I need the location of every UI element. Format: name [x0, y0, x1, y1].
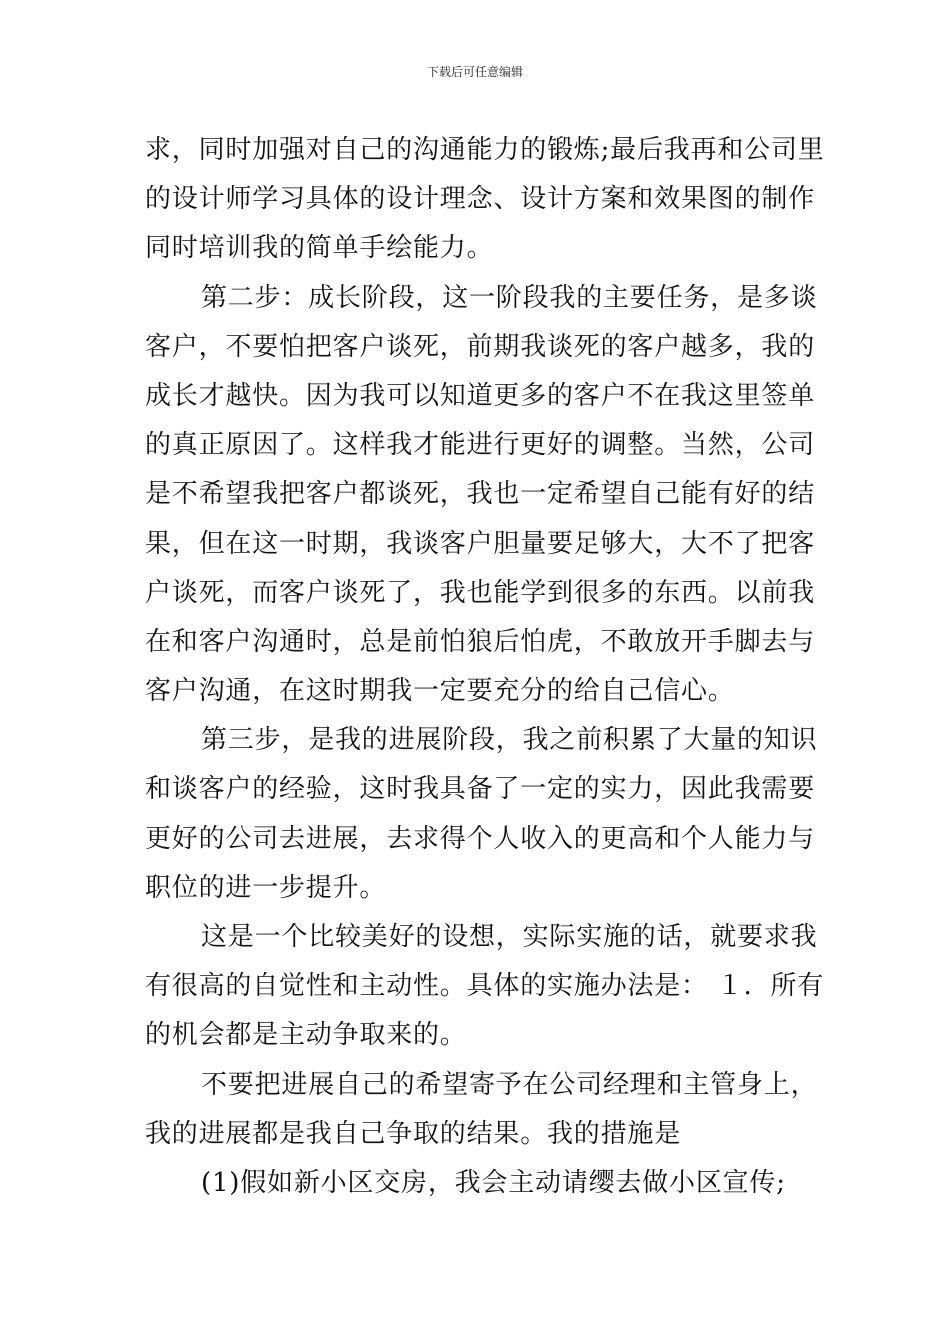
text-line: 的真正原因了。这样我才能进行更好的调整。当然，公司 [145, 430, 816, 461]
text-line: 客户，不要怕把客户谈死，前期我谈死的客户越多，我的 [145, 331, 816, 362]
text-line: 户谈死，而客户谈死了，我也能学到很多的东西。以前我 [145, 577, 816, 608]
text-line: 在和客户沟通时，总是前怕狼后怕虎，不敢放开手脚去与 [145, 626, 816, 657]
text-line: 是不希望我把客户都谈死，我也一定希望自己能有好的结 [145, 479, 816, 510]
text-line: 有很高的自觉性和主动性。具体的实施办法是： １．所有 [145, 971, 825, 1002]
document-body [145, 126, 825, 1208]
paragraph-start-line: 第二步：成长阶段，这一阶段我的主要任务，是多谈 [201, 282, 818, 313]
text-line: 的设计师学习具体的设计理念、设计方案和效果图的制作 [145, 184, 816, 215]
text-line: 成长才越快。因为我可以知道更多的客户不在我这里签单 [145, 380, 816, 411]
page-header: 下载后可任意编辑 [426, 65, 523, 79]
text-line: 和谈客户的经验，这时我具备了一定的实力，因此我需要 [145, 774, 816, 805]
text-line: 求，同时加强对自己的沟通能力的锻炼;最后我再和公司里 [145, 135, 825, 165]
text-line: 更好的公司去进展，去求得个人收入的更高和个人能力与 [145, 823, 816, 854]
paragraph-start-line: 这是一个比较美好的设想，实际实施的话，就要求我 [201, 922, 818, 952]
paragraph-start-line: 不要把进展自己的希望寄予在公司经理和主管身上， [201, 1069, 818, 1100]
paragraph-start-line: (1)假如新小区交房，我会主动请缨去做小区宣传; [201, 1167, 786, 1198]
text-line: 客户沟通，在这时期我一定要充分的给自己信心。 [145, 676, 735, 707]
text-line: 同时培训我的简单手绘能力。 [145, 233, 494, 264]
text-line: 职位的进一步提升。 [145, 872, 387, 903]
text-line: 我的进展都是我自己争取的结果。我的措施是 [145, 1118, 682, 1149]
text-line: 果，但在这一时期，我谈客户胆量要足够大，大不了把客 [145, 528, 816, 559]
text-line: 的机会都是主动争取来的。 [145, 1020, 467, 1051]
paragraph-start-line: 第三步，是我的进展阶段，我之前积累了大量的知识 [201, 725, 818, 756]
